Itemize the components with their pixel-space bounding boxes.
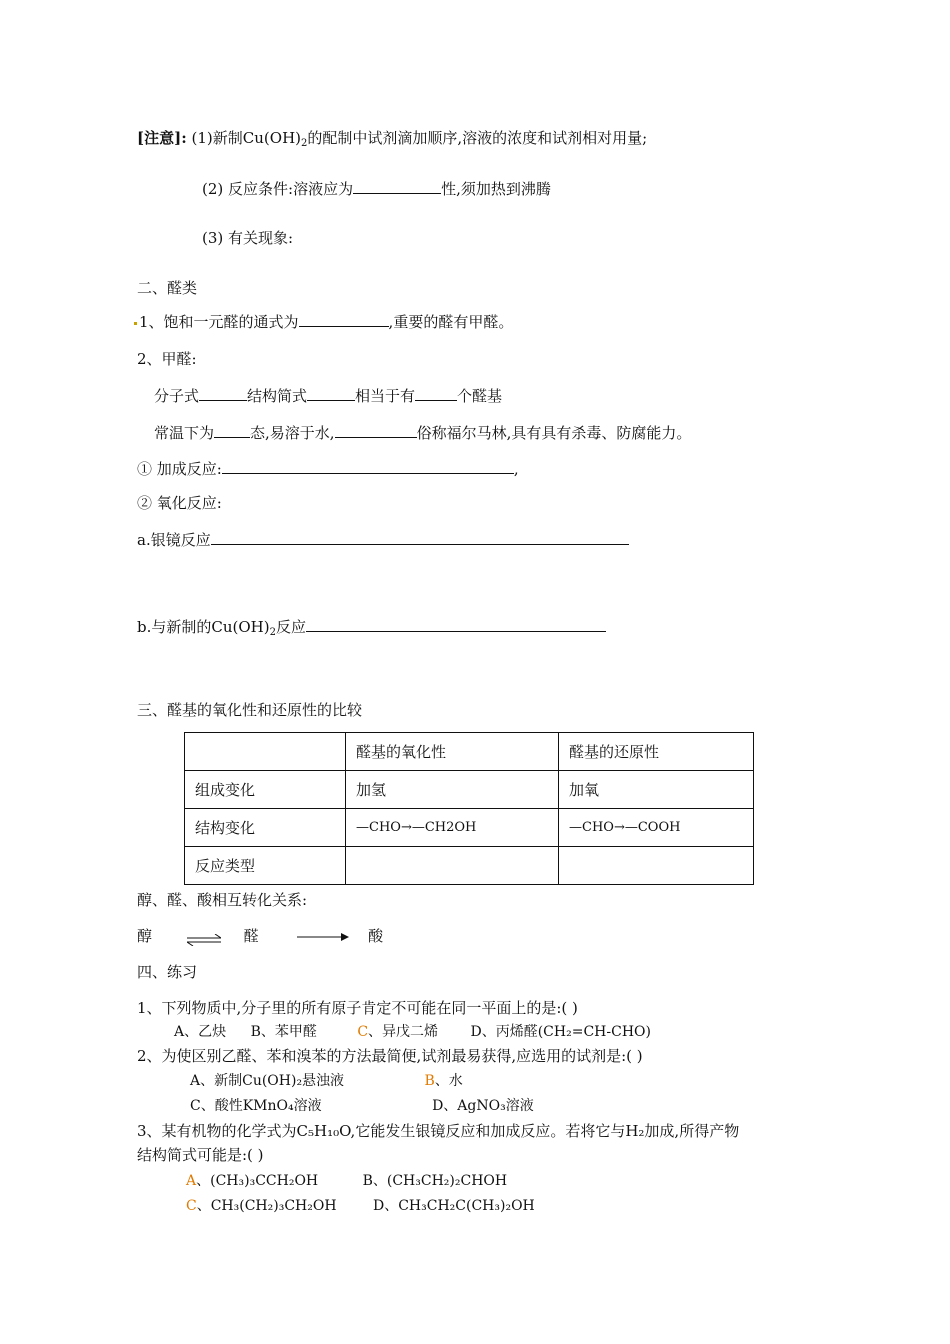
s2-silver-mirror — [137, 529, 629, 550]
label-state: 常温下为 — [154, 424, 215, 442]
label-aldehyde-group: 个醛基 — [457, 387, 503, 405]
section-2-title: 二、醛类 — [137, 279, 198, 297]
exercise-q2: 2、为使区别乙醛、苯和溴苯的方法最简便,试剂最易获得,应选用的试剂是:( ) — [137, 1047, 643, 1065]
blank-addition-reaction[interactable] — [222, 458, 514, 474]
label-cu-reaction-b: 反应 — [275, 618, 306, 636]
label-structural-formula: 结构简式 — [247, 387, 308, 405]
q2-option-c[interactable]: C、酸性KMnO₄溶液 — [190, 1098, 322, 1114]
exercise-q3-b: 结构简式可能是:( ) — [137, 1146, 264, 1164]
blank-structural-formula[interactable] — [307, 385, 355, 401]
table-cell: 结构变化 — [185, 809, 346, 847]
label-cu-reaction: b.与新制的Cu(OH) — [137, 618, 270, 636]
blank-molecular-formula[interactable] — [199, 385, 247, 401]
table-header-reducing: 醛基的还原性 — [559, 733, 754, 771]
blank-formalin[interactable] — [335, 422, 417, 438]
exercise-q3-options-row2 — [186, 1196, 535, 1216]
exercise-q2-options-row1 — [190, 1071, 463, 1091]
s2-cu-reaction — [137, 616, 606, 643]
s2-state-line — [154, 422, 691, 443]
comparison-table — [184, 732, 754, 885]
note-prefix: [注意] — [137, 129, 182, 147]
blank-general-formula[interactable] — [299, 311, 389, 327]
q3-option-d[interactable]: D、CH₃CH₂C(CH₃)₂OH — [373, 1198, 535, 1214]
s2-q1-a: 1、饱和一元醛的通式为 — [139, 313, 299, 331]
q2-option-b[interactable]: B、水 — [424, 1073, 463, 1089]
table-cell: 组成变化 — [185, 771, 346, 809]
blank-aldehyde-count[interactable] — [415, 385, 457, 401]
table-cell: —CHO→—COOH — [559, 809, 754, 847]
label-addition-reaction: ① 加成反应: — [137, 460, 222, 478]
note-item-2b: 性,须加热到沸腾 — [441, 180, 551, 198]
s2-formula-line — [154, 385, 502, 406]
q3-option-c[interactable]: C、CH₃(CH₂)₃CH₂OH — [186, 1198, 337, 1214]
q2-option-d[interactable]: D、AgNO₃溶液 — [432, 1098, 534, 1114]
blank-state[interactable] — [214, 422, 250, 438]
s2-add-rxn — [137, 458, 519, 479]
note-item-1: (1)新制Cu(OH) — [191, 129, 301, 147]
table-row — [185, 771, 754, 809]
label-molecular-formula: 分子式 — [154, 387, 200, 405]
q3-option-b[interactable]: B、(CH₃CH₂)₂CHOH — [362, 1173, 508, 1189]
note-colon: : — [181, 129, 187, 147]
exercise-q1: 1、下列物质中,分子里的所有原子肯定不可能在同一平面上的是:( ) — [137, 999, 578, 1017]
chain-aldehyde: 醛 — [243, 927, 259, 945]
q1-option-b[interactable]: B、苯甲醛 — [250, 1024, 317, 1040]
table-cell: 加氧 — [559, 771, 754, 809]
q3-option-a[interactable]: A、(CH₃)₃CCH₂OH — [186, 1173, 319, 1189]
q2-option-a[interactable]: A、新制Cu(OH)₂悬浊液 — [190, 1073, 345, 1089]
relation-chain — [137, 926, 383, 947]
mark-dot — [134, 322, 137, 325]
s2-ox-rxn: ② 氧化反应: — [137, 494, 222, 512]
chain-acid: 酸 — [368, 927, 384, 945]
exercise-q3-a: 3、某有机物的化学式为C₅H₁₀O,它能发生银镜反应和加成反应。若将它与H₂加成,所得产物 — [137, 1122, 740, 1140]
right-arrow-icon — [297, 927, 349, 947]
table-cell: 反应类型 — [185, 847, 346, 885]
table-cell — [185, 733, 346, 771]
table-cell: 加氢 — [346, 771, 559, 809]
exercise-q1-options — [174, 1022, 651, 1042]
table-header-oxidizing: 醛基的氧化性 — [346, 733, 559, 771]
table-row — [185, 847, 754, 885]
label-equivalent: 相当于有 — [355, 387, 416, 405]
note-item-1-sub: 2 — [301, 138, 308, 149]
note-item-3: (3) 有关现象: — [202, 229, 294, 247]
s2-q1-b: ,重要的醛有甲醛。 — [388, 313, 514, 331]
blank-solution-type[interactable] — [353, 178, 441, 194]
label-formalin: 俗称福尔马林,具有具有杀毒、防腐能力。 — [416, 424, 692, 442]
blank-cu-reaction[interactable] — [306, 616, 606, 632]
exercise-q2-options-row2 — [190, 1096, 534, 1116]
cu-sub: 2 — [269, 627, 276, 638]
addition-comma: , — [513, 460, 519, 478]
section-3-title: 三、醛基的氧化性和还原性的比较 — [137, 701, 363, 719]
table-cell[interactable] — [559, 847, 754, 885]
table-row — [185, 809, 754, 847]
note-line-2 — [202, 178, 551, 199]
exercise-q3-options-row1 — [186, 1171, 507, 1191]
label-silver-mirror: a.银镜反应 — [137, 531, 211, 549]
s2-q1 — [134, 311, 513, 332]
label-soluble: 态,易溶于水, — [250, 424, 335, 442]
table-cell: —CHO→—CH2OH — [346, 809, 559, 847]
equilibrium-arrow-icon — [187, 931, 221, 943]
note-item-1-rest: 的配制中试剂滴加顺序,溶液的浓度和试剂相对用量; — [307, 129, 648, 147]
table-header-row — [185, 733, 754, 771]
note-item-2a: (2) 反应条件:溶液应为 — [202, 180, 354, 198]
s2-q2: 2、甲醛: — [137, 350, 197, 368]
chain-alcohol: 醇 — [137, 927, 153, 945]
q1-option-d[interactable]: D、丙烯醛(CH₂=CH-CHO) — [470, 1024, 651, 1040]
section-4-title: 四、练习 — [137, 963, 198, 981]
note-line-1 — [137, 128, 647, 154]
table-cell[interactable] — [346, 847, 559, 885]
relation-title: 醇、醛、酸相互转化关系: — [137, 891, 308, 909]
blank-silver-mirror[interactable] — [211, 529, 629, 545]
q1-option-a[interactable]: A、乙炔 — [174, 1024, 227, 1040]
q1-option-c[interactable]: C、异戊二烯 — [357, 1024, 439, 1040]
